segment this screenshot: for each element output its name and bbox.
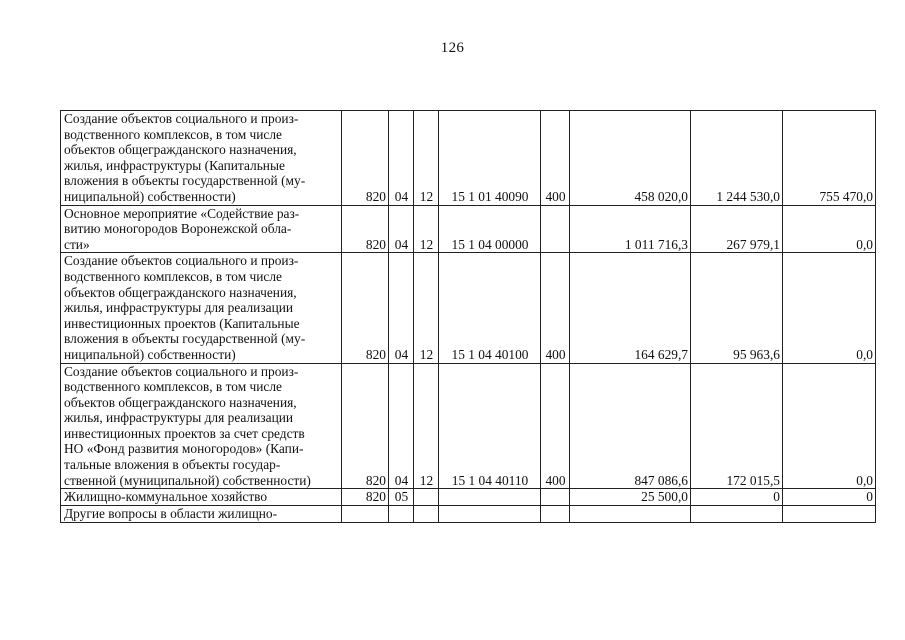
subsection-code: 12 — [414, 253, 439, 363]
sum-year-2: 1 244 530,0 — [691, 111, 783, 206]
target-article: 15 1 04 40100 — [439, 253, 541, 363]
sum-year-2: 172 015,5 — [691, 363, 783, 489]
sum-year-3: 755 470,0 — [783, 111, 876, 206]
target-article: 15 1 04 00000 — [439, 205, 541, 253]
ministry-code — [342, 505, 389, 522]
ministry-code: 820 — [342, 363, 389, 489]
target-article — [439, 489, 541, 506]
table-row — [61, 505, 876, 522]
row-name: Создание объектов социального и произ- водственного комплексов, в том числе объектов общегражданского назначения, жилья, инфраструктуры для реализации инвестиционных проектов (Капитальные вложения в объекты государственной (му- ниципальной) собственности) — [61, 253, 342, 363]
subsection-code: 12 — [414, 363, 439, 489]
sum-year-1: 1 011 716,3 — [570, 205, 691, 253]
ministry-code: 820 — [342, 205, 389, 253]
sum-year-2 — [691, 505, 783, 522]
row-name: Жилищно-коммунальное хозяйство — [61, 489, 342, 506]
section-code: 04 — [389, 205, 414, 253]
sum-year-1: 847 086,6 — [570, 363, 691, 489]
subsection-code — [414, 505, 439, 522]
page-number: 126 — [440, 40, 465, 56]
expense-type — [541, 505, 570, 522]
target-article: 15 1 04 40110 — [439, 363, 541, 489]
section-code — [389, 505, 414, 522]
sum-year-1: 458 020,0 — [570, 111, 691, 206]
expense-type: 400 — [541, 363, 570, 489]
sum-year-3: 0 — [783, 489, 876, 506]
ministry-code: 820 — [342, 489, 389, 506]
budget-table — [60, 110, 876, 523]
sum-year-1: 25 500,0 — [570, 489, 691, 506]
ministry-code: 820 — [342, 253, 389, 363]
sum-year-3 — [783, 505, 876, 522]
table-row — [61, 363, 876, 489]
expense-type: 400 — [541, 111, 570, 206]
row-name: Основное мероприятие «Содействие раз- витию моногородов Воронежской обла- сти» — [61, 205, 342, 253]
section-code: 04 — [389, 363, 414, 489]
sum-year-3: 0,0 — [783, 363, 876, 489]
sum-year-2: 95 963,6 — [691, 253, 783, 363]
subsection-code: 12 — [414, 111, 439, 206]
sum-year-1 — [570, 505, 691, 522]
sum-year-2: 0 — [691, 489, 783, 506]
subsection-code: 12 — [414, 205, 439, 253]
ministry-code: 820 — [342, 111, 389, 206]
expense-type: 400 — [541, 253, 570, 363]
table-row — [61, 111, 876, 206]
target-article: 15 1 01 40090 — [439, 111, 541, 206]
section-code: 05 — [389, 489, 414, 506]
expense-type — [541, 489, 570, 506]
subsection-code — [414, 489, 439, 506]
row-name: Создание объектов социального и произ- водственного комплексов, в том числе объектов общегражданского назначения, жилья, инфраструктуры (Капитальные вложения в объекты государственной (му- ниципальной) собственности) — [61, 111, 342, 206]
sum-year-3: 0,0 — [783, 205, 876, 253]
expense-type — [541, 205, 570, 253]
sum-year-2: 267 979,1 — [691, 205, 783, 253]
section-code: 04 — [389, 253, 414, 363]
target-article — [439, 505, 541, 522]
sum-year-1: 164 629,7 — [570, 253, 691, 363]
table-row — [61, 489, 876, 506]
sum-year-3: 0,0 — [783, 253, 876, 363]
section-code: 04 — [389, 111, 414, 206]
table-row — [61, 253, 876, 363]
row-name: Другие вопросы в области жилищно- — [61, 505, 342, 522]
row-name: Создание объектов социального и произ- водственного комплексов, в том числе объектов общегражданского назначения, жилья, инфраструктуры для реализации инвестиционных проектов за счет средств НО «Фонд развития моногородов» (Капи- тальные вложения в объекты государ- ственной (муниципальной) собственности) — [61, 363, 342, 489]
table-row — [61, 205, 876, 253]
